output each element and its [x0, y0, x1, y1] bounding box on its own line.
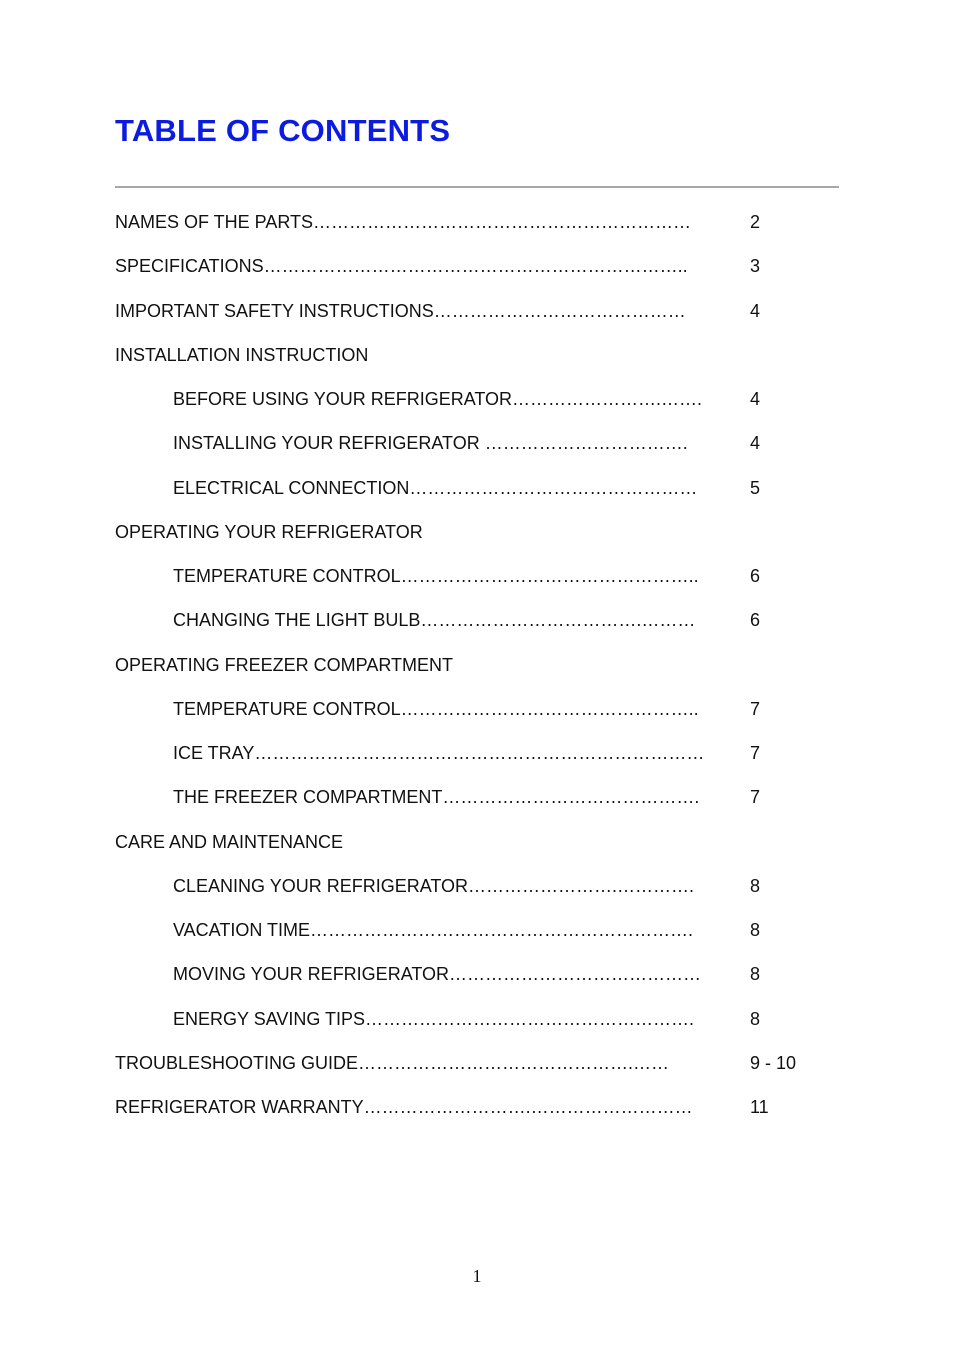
toc-row — [115, 1095, 954, 1119]
toc-row — [173, 564, 954, 588]
toc-entry-text: OPERATING YOUR REFRIGERATOR — [115, 522, 423, 542]
toc-entry-page: 3 — [750, 256, 761, 276]
toc-entry-page: 7 — [750, 743, 761, 763]
toc-entry-text: BEFORE USING YOUR REFRIGERATOR…………………….……. — [173, 389, 703, 409]
toc-entry-page: 11 — [750, 1097, 769, 1117]
toc-row — [115, 210, 954, 234]
page-number: 1 — [472, 1266, 482, 1286]
toc-row — [115, 1051, 954, 1075]
toc-entry-text: CARE AND MAINTENANCE — [115, 832, 344, 852]
toc-row — [173, 476, 954, 500]
toc-row — [115, 520, 954, 544]
toc-row — [173, 785, 954, 809]
toc-row — [115, 653, 954, 677]
toc-entry-text: TROUBLESHOOTING GUIDE……………………………………….…… — [115, 1053, 670, 1073]
toc-row — [115, 830, 954, 854]
toc-row — [173, 874, 954, 898]
toc-entry-page: 7 — [750, 699, 761, 719]
toc-entry-text: OPERATING FREEZER COMPARTMENT — [115, 655, 454, 675]
toc-row — [173, 608, 954, 632]
toc-entry-page: 6 — [750, 610, 761, 630]
toc-entry-page: 7 — [750, 787, 761, 807]
toc-row — [173, 962, 954, 986]
toc-entry-text: ENERGY SAVING TIPS………………………………………………. — [173, 1009, 695, 1029]
toc-entry-page: 4 — [750, 301, 761, 321]
toc-entry-text: REFRIGERATOR WARRANTY……………………….……………………… — [115, 1097, 693, 1117]
toc-row — [173, 697, 954, 721]
toc-row — [173, 741, 954, 765]
toc-row — [173, 387, 954, 411]
toc-entry-text: SPECIFICATIONS…………………………………………………………….. — [115, 256, 688, 276]
toc-entry-page: 5 — [750, 478, 761, 498]
toc-entry-text: MOVING YOUR REFRIGERATOR…………………………………… — [173, 964, 702, 984]
toc-row — [173, 918, 954, 942]
toc-entry-page: 4 — [750, 389, 761, 409]
toc-entry-text: IMPORTANT SAFETY INSTRUCTIONS…………………………………… — [115, 301, 686, 321]
toc-entry-text: CHANGING THE LIGHT BULB……………………………….……… — [173, 610, 696, 630]
toc-row — [115, 343, 954, 367]
toc-entry-text: ICE TRAY………………………………………………………………… — [173, 743, 705, 763]
toc-entry-page: 2 — [750, 212, 761, 232]
toc-entry-page: 8 — [750, 1009, 761, 1029]
toc-entry-page: 8 — [750, 964, 761, 984]
toc-entry-text: TEMPERATURE CONTROL………………………………………….. — [173, 566, 699, 586]
toc-entry-page: 4 — [750, 433, 761, 453]
toc-entry-page: 6 — [750, 566, 761, 586]
toc-row — [115, 299, 954, 323]
toc-entry-text: TEMPERATURE CONTROL………………………………………….. — [173, 699, 699, 719]
toc-entry-page: 9 - 10 — [750, 1053, 797, 1073]
toc-entry-page: 8 — [750, 920, 761, 940]
toc-row — [173, 1007, 954, 1031]
toc-row — [115, 254, 954, 278]
page-title: TABLE OF CONTENTS — [115, 113, 451, 148]
toc-entry-text: ELECTRICAL CONNECTION………………………………………… — [173, 478, 698, 498]
toc-entry-text: INSTALLATION INSTRUCTION — [115, 345, 369, 365]
toc-entry-text: THE FREEZER COMPARTMENT……………………………………. — [173, 787, 700, 807]
toc-row — [173, 431, 954, 455]
toc-entry-page: 8 — [750, 876, 761, 896]
toc-entry-text: NAMES OF THE PARTS……………………………………………………… — [115, 212, 692, 232]
toc-entry-text: INSTALLING YOUR REFRIGERATOR ……………………………. — [173, 433, 688, 453]
toc-entry-text: VACATION TIME………………………………………………………. — [173, 920, 694, 940]
toc-entry-text: CLEANING YOUR REFRIGERATOR…………………….…………. — [173, 876, 695, 896]
